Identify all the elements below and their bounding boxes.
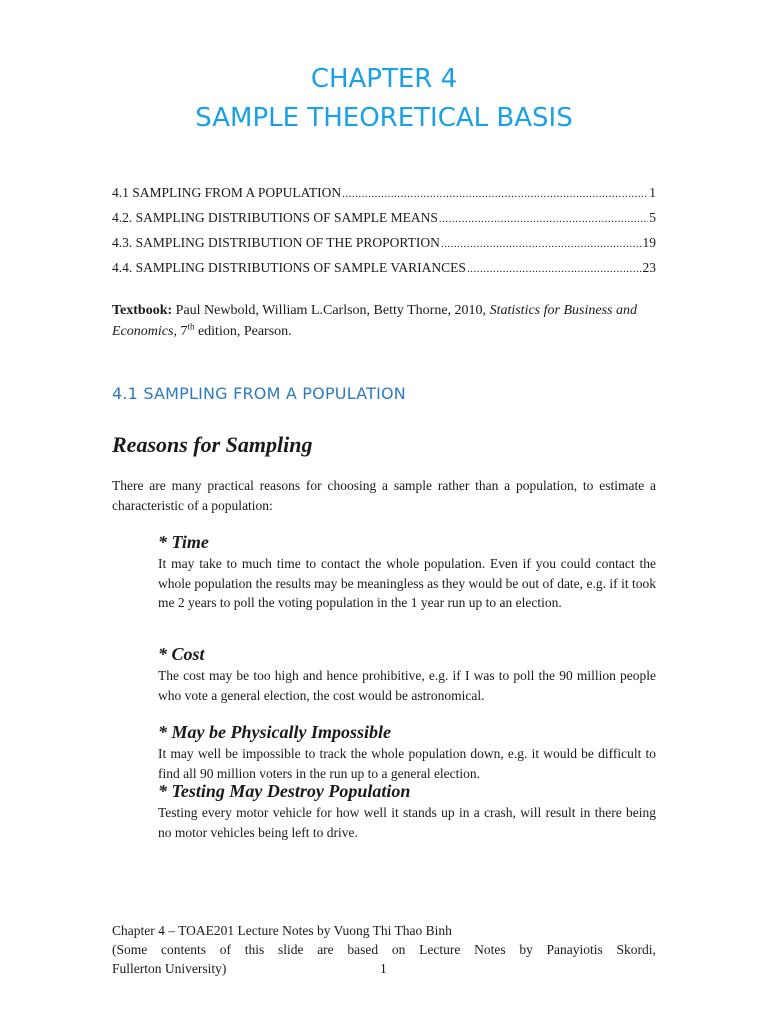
textbook-edition: , 7: [173, 324, 188, 339]
reason-text: It may well be impossible to track the whole population down, e.g. it would be difficult to find all 90 million voters in the run up to a general election.: [158, 746, 656, 781]
footer-word: contents: [160, 942, 206, 957]
toc-entry[interactable]: [112, 230, 656, 255]
chapter-number: CHAPTER 4: [310, 64, 458, 94]
reason-title: * Cost: [158, 644, 205, 664]
footer-word: this: [244, 942, 265, 957]
footer-word: Panayiotis: [546, 942, 603, 957]
textbook-authors: Paul Newbold, William L.Carlson, Betty Thorne, 2010,: [172, 303, 490, 318]
toc-entry-label: 4.3. SAMPLING DISTRIBUTION OF THE PROPORTION: [112, 235, 440, 250]
table-of-contents: [112, 180, 656, 280]
reason-physically-impossible: [158, 720, 656, 783]
footer-word: (Some: [112, 942, 148, 957]
reason-text: The cost may be too high and hence prohibitive, e.g. if I was to poll the 90 million people who vote a general election, the cost would be astronomical.: [158, 668, 656, 703]
textbook-title: Statistics for Business and Economics: [112, 303, 637, 339]
reason-text: It may take to much time to contact the whole population. Even if you could contact the whole population the results may be meaningless as they would be out of date, e.g. if it took me 2 years to poll the voting population in the 1 year run up to an election.: [158, 556, 656, 610]
reason-time: [158, 530, 656, 613]
reason-testing-destroys: [158, 779, 656, 842]
textbook-edition-suffix: th: [187, 321, 195, 332]
footer-word: Notes: [474, 942, 506, 957]
footer-line-2: [112, 940, 656, 959]
chapter-title: SAMPLE THEORETICAL BASIS: [195, 103, 573, 133]
footer-institution: Fullerton University): [112, 961, 227, 976]
toc-leader-dots: [342, 182, 648, 207]
footer-word: slide: [277, 942, 304, 957]
reason-cost: [158, 642, 656, 705]
footer-word: Skordi,: [616, 942, 656, 957]
reason-title: * Time: [158, 532, 209, 552]
page-footer: [112, 921, 656, 978]
footer-word: on: [391, 942, 406, 957]
footer-word: Lecture: [419, 942, 461, 957]
footer-word: by: [519, 942, 533, 957]
reason-text: Testing every motor vehicle for how well it stands up in a crash, will result in there being no motor vehicles being left to drive.: [158, 805, 656, 840]
reason-title: * Testing May Destroy Population: [158, 781, 411, 801]
textbook-reference: [112, 300, 658, 342]
intro-paragraph: There are many practical reasons for choosing a sample rather than a population, to estimate a characteristic of a population:: [112, 478, 656, 513]
toc-leader-dots: [439, 207, 648, 232]
toc-entry[interactable]: [112, 180, 656, 205]
footer-line-1: Chapter 4 – TOAE201 Lecture Notes by Vuong Thi Thao Binh: [112, 923, 452, 938]
toc-leader-dots: [441, 232, 642, 257]
textbook-label: Textbook:: [112, 303, 173, 318]
page-number: 1: [380, 961, 387, 976]
toc-entry-label: 4.2. SAMPLING DISTRIBUTIONS OF SAMPLE MEANS: [112, 210, 438, 225]
toc-entry[interactable]: [112, 205, 656, 230]
footer-word: are: [317, 942, 334, 957]
toc-leader-dots: [467, 257, 642, 282]
toc-entry-page: 19: [642, 235, 656, 250]
footer-line-3: [112, 959, 656, 978]
toc-entry-page: 23: [642, 260, 656, 275]
subsection-heading: Reasons for Sampling: [112, 432, 313, 457]
toc-entry-label: 4.4. SAMPLING DISTRIBUTIONS OF SAMPLE VARIANCES: [112, 260, 466, 275]
toc-entry[interactable]: [112, 255, 656, 280]
textbook-publisher: edition, Pearson.: [194, 324, 292, 339]
section-heading: 4.1 SAMPLING FROM A POPULATION: [112, 384, 406, 403]
reason-title: * May be Physically Impossible: [158, 722, 391, 742]
toc-entry-label: 4.1 SAMPLING FROM A POPULATION: [112, 185, 342, 200]
toc-entry-page: 5: [649, 210, 656, 225]
footer-word: of: [219, 942, 231, 957]
toc-entry-page: 1: [649, 185, 656, 200]
footer-word: based: [347, 942, 379, 957]
